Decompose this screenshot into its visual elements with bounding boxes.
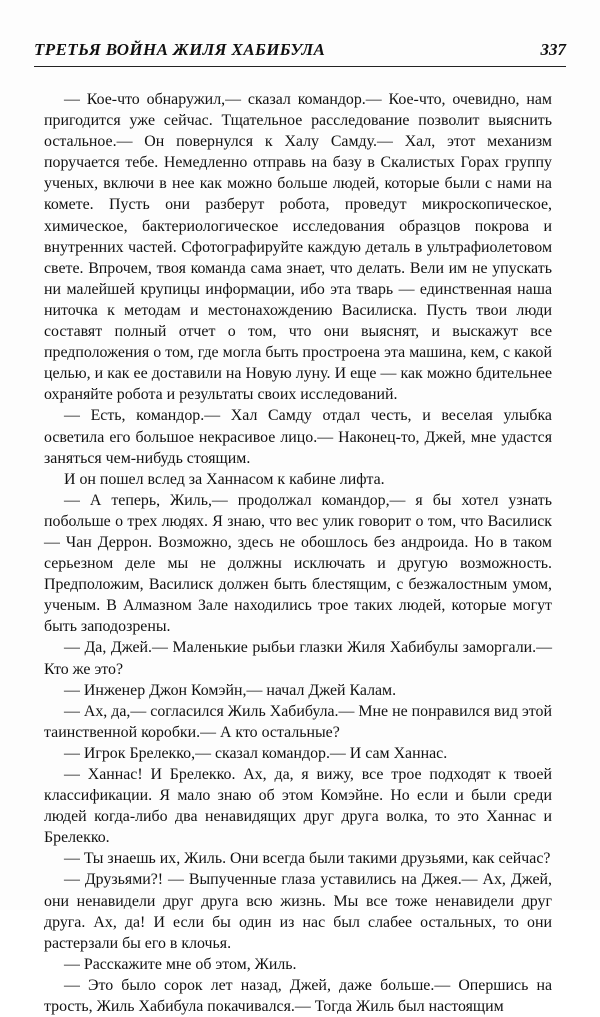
paragraph-7: — Ах, да,— согласился Жиль Хабибула.— Мне не понравился вид этой таинственной коробки.— А кто остальные?	[44, 702, 552, 741]
paragraph-10: — Ты знаешь их, Жиль. Они всегда были такими друзьями, как сейчас?	[64, 850, 551, 868]
header-rule	[34, 66, 566, 67]
running-title: ТРЕТЬЯ ВОЙНА ЖИЛЯ ХАБИБУЛА	[34, 40, 326, 59]
paragraph-9: — Ханнас! И Брелекко. Ах, да, я вижу, все трое подходят к твоей классификации. Я мало знаю об этом Комэйне. Но если и были среди людей когда-либо два ненавидящих друг друга волка, то это Ханнас и Брелекко.	[44, 766, 552, 847]
page-header	[34, 36, 566, 66]
paragraph-4: — А теперь, Жиль,— продолжал командор,— я бы хотел узнать побольше о трех людях. Я знаю, что вес улик говорит о том, что Василиск — Чан Деррон. Возможно, здесь не обошлось без андроида. Но в таком серьезном деле мы не должны исключать и другую возможность. Предположим, Василиск должен быть блестящим, с безжалостным умом, ученым. В Алмазном Зале находились трое таких людей, которые могут быть заподозрены.	[44, 491, 552, 636]
paragraph-11: — Друзьями?! — Выпученные глаза уставились на Джея.— Ах, Джей, они ненавидели друг друга всю жизнь. Мы все тоже ненавидели друг друга. Ах, да! И если бы один из нас был слабее остальных, то они растерзали бы его в клочья.	[44, 871, 552, 952]
paragraph-5: — Да, Джей.— Маленькие рыбьи глазки Жиля Хабибулы заморгали.— Кто же это?	[44, 639, 552, 678]
paragraph-12: — Расскажите мне об этом, Жиль.	[64, 955, 297, 973]
page-number: 337	[540, 40, 566, 59]
paragraph-3: И он пошел вслед за Ханнасом к кабине лифта.	[64, 470, 385, 488]
paragraph-6: — Инженер Джон Комэйн,— начал Джей Калам.	[64, 681, 397, 699]
paragraph-8: — Игрок Брелекко,— сказал командор.— И сам Ханнас.	[64, 744, 448, 762]
paragraph-2: — Есть, командор.— Хал Самду отдал честь, и веселая улыбка осветила его большое некрасивое лицо.— Наконец-то, Джей, мне удастся заняться чем-нибудь стоящим.	[44, 407, 552, 467]
paragraph-1: — Кое-что обнаружил,— сказал командор.— Кое-что, очевидно, нам пригодится уже сейчас. Тщательное расследование позволит выяснить остальное.— Он повернулся к Халу Самду.— Хал, этот механизм поручается тебе. Немедленно отправь на базу в Скалистых Горах группу ученых, включи в нее как можно больше людей, которые были с нами на комете. Пусть они разберут робота, проведут микроскопическое, химическое, бактериологическое исследования образцов покрова и внутренних частей. Сфотографируйте каждую деталь в ультрафиолетовом свете. Впрочем, твоя команда сама знает, что делать. Вели им не упускать ни малейшей крупицы информации, ибо эта тварь — единственная наша ниточка к методам и местонахождению Василиска. Пусть твои люди составят полный отчет о том, что они выяснят, и выскажут все предположения о том, где могла быть простроена эта машина, кем, с какой целью, и как ее доставили на Новую луну. И еще — как можно бдительнее охраняйте робота и результаты своих исследований.	[44, 91, 552, 404]
body-text	[44, 89, 552, 1017]
paragraph-13: — Это было сорок лет назад, Джей, даже больше.— Опершись на трость, Жиль Хабибула покачивался.— Тогда Жиль был настоящим	[44, 976, 552, 1016]
